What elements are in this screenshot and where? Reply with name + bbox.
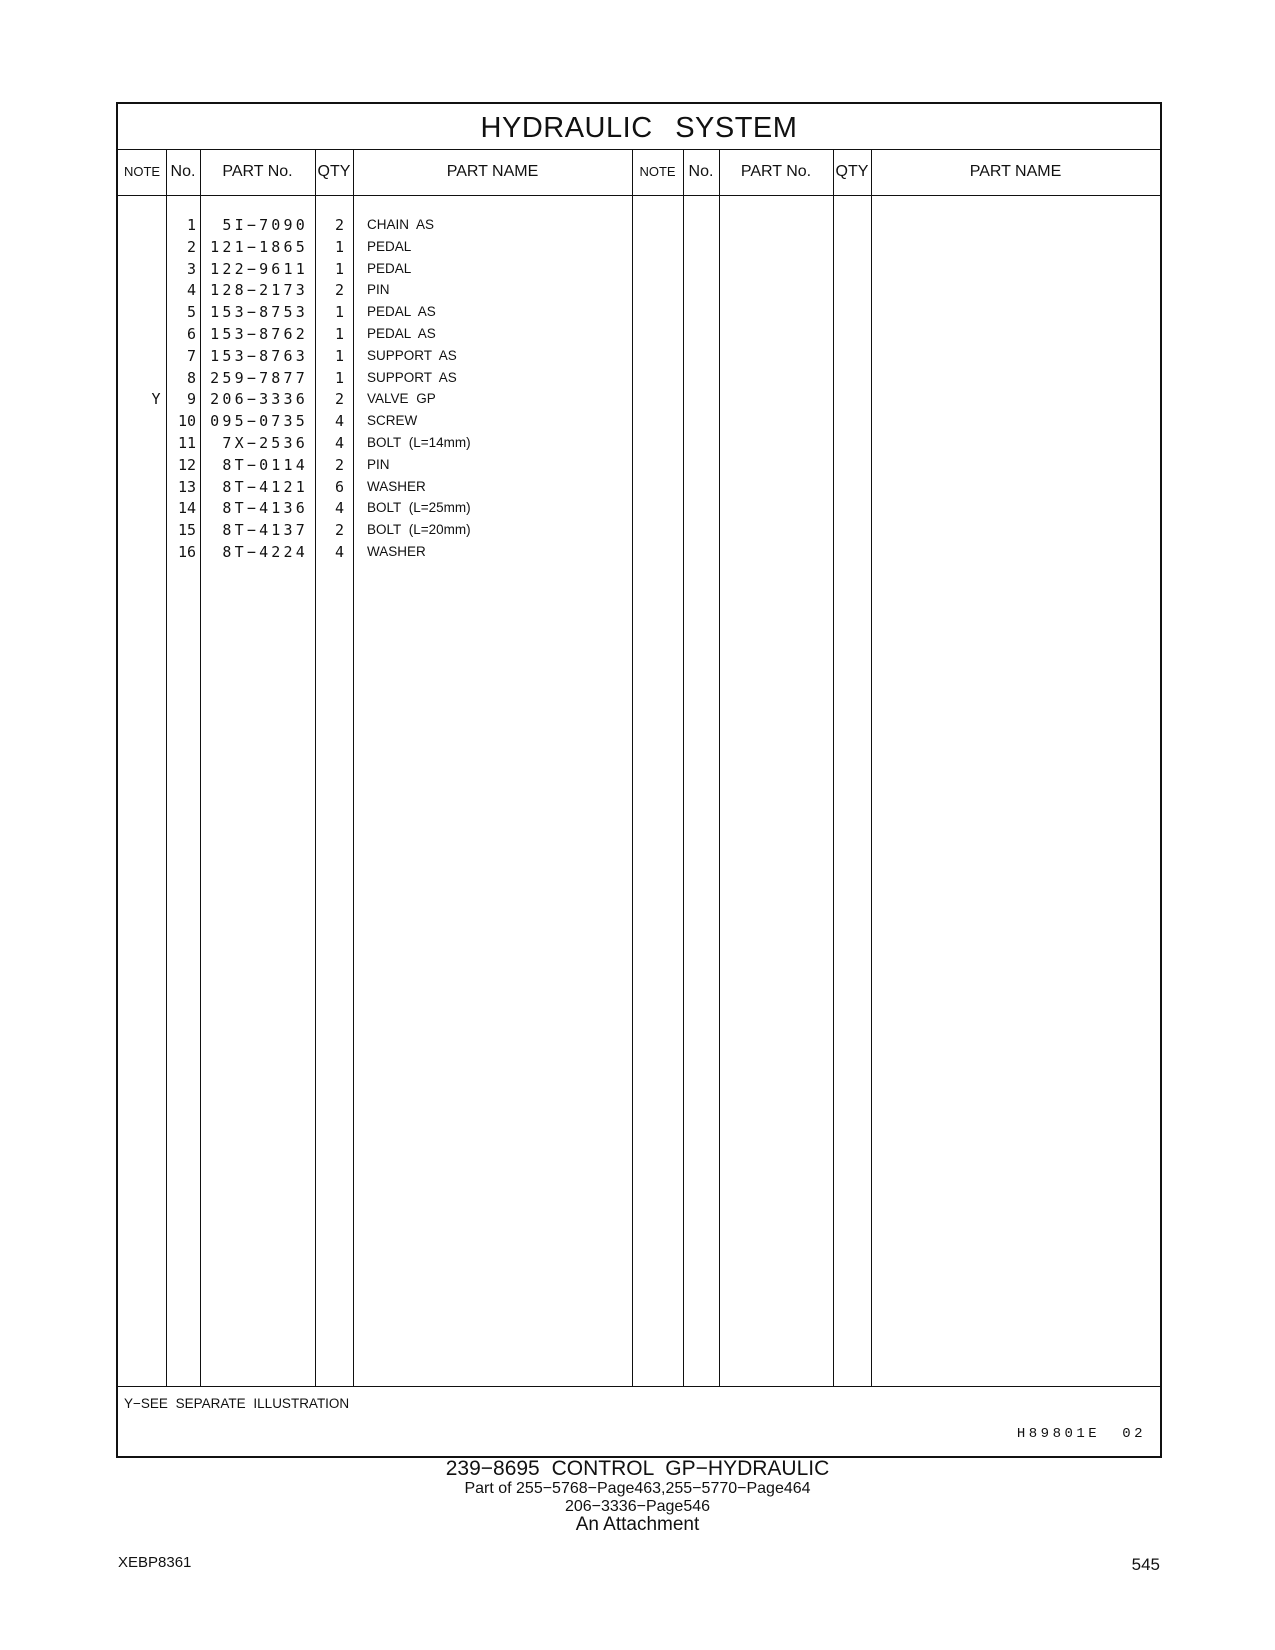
caption-group-title: 239−8695 CONTROL GP−HYDRAULIC (445, 1457, 830, 1480)
row-part-number: 122−9611 (210, 259, 308, 278)
row-qty: 1 (334, 237, 344, 256)
row-qty: 4 (334, 543, 344, 561)
row-part-number: 095−0735 (210, 412, 308, 431)
header-note-right: NOTE (639, 164, 676, 179)
row-qty: 2 (334, 390, 344, 409)
row-qty: 1 (334, 368, 344, 387)
figure-caption (0, 1458, 1275, 1535)
header-part-no: PART No. (222, 163, 293, 180)
row-part-number: 7X−2536 (222, 434, 308, 452)
header-qty: QTY (317, 163, 351, 180)
row-part-number: 206−3336 (210, 390, 308, 409)
header-qty-right: QTY (835, 163, 869, 180)
row-part-number: 153−8762 (210, 325, 308, 343)
row-part-number: 153−8763 (210, 346, 308, 365)
row-part-number: 121−1865 (210, 237, 308, 256)
row-part-name: PIN (367, 282, 390, 298)
table-row (118, 432, 1160, 454)
row-part-number: 153−8753 (210, 303, 308, 322)
row-part-number: 128−2173 (210, 281, 308, 300)
parts-list-frame (116, 102, 1162, 1458)
page-number: 545 (1131, 1555, 1160, 1574)
row-number: 16 (177, 543, 196, 561)
table-row (118, 410, 1160, 432)
row-number: 7 (186, 346, 196, 365)
row-number: 14 (177, 499, 196, 518)
table-row (118, 454, 1160, 476)
row-qty: 4 (334, 412, 344, 431)
row-part-name: PEDAL AS (367, 326, 436, 341)
footnote: Y−SEE SEPARATE ILLUSTRATION (124, 1396, 350, 1411)
caption-reference: 206−3336−Page546 (564, 1498, 711, 1515)
row-number: 5 (186, 303, 196, 322)
row-part-name: PEDAL (367, 260, 412, 276)
row-part-name: PIN (367, 456, 390, 472)
row-part-name: BOLT (L=14mm) (367, 435, 471, 450)
row-number: 8 (186, 368, 196, 387)
row-qty: 2 (334, 455, 344, 474)
header-no: No. (170, 163, 196, 180)
table-row (118, 388, 1160, 410)
row-part-name: SCREW (367, 413, 418, 429)
row-part-name: PEDAL (367, 238, 412, 254)
table-row (118, 519, 1160, 541)
row-part-number: 8T−4224 (222, 543, 308, 561)
row-note: Y (151, 390, 161, 409)
caption-attachment: An Attachment (575, 1514, 700, 1535)
header-part-no-right: PART No. (740, 163, 812, 180)
row-qty: 4 (334, 434, 344, 452)
table-row (118, 279, 1160, 301)
header-no-right: No. (688, 163, 714, 180)
header-part-name: PART NAME (446, 163, 539, 180)
row-number: 1 (186, 216, 196, 234)
section-title: HYDRAULIC SYSTEM (118, 104, 1160, 150)
row-part-number: 8T−4137 (222, 521, 308, 540)
row-part-name: VALVE GP (367, 391, 436, 407)
row-part-name: BOLT (L=20mm) (367, 522, 471, 538)
row-number: 15 (177, 521, 196, 540)
row-number: 6 (186, 325, 196, 343)
row-part-name: SUPPORT AS (367, 369, 457, 385)
table-row (118, 214, 1160, 236)
row-qty: 1 (334, 325, 344, 343)
row-part-name: BOLT (L=25mm) (367, 500, 471, 516)
table-row (118, 323, 1160, 345)
row-part-number: 8T−0114 (222, 455, 308, 474)
row-part-number: 259−7877 (210, 368, 308, 387)
row-number: 13 (177, 477, 196, 496)
row-qty: 2 (334, 521, 344, 540)
row-part-name: SUPPORT AS (367, 347, 457, 363)
row-part-name: WASHER (367, 478, 426, 494)
row-qty: 2 (334, 216, 344, 234)
table-row (118, 541, 1160, 563)
row-part-name: PEDAL AS (367, 304, 436, 320)
row-number: 10 (177, 412, 196, 431)
row-number: 3 (186, 259, 196, 278)
table-row (118, 367, 1160, 389)
table-row (118, 476, 1160, 498)
table-header (118, 150, 1160, 196)
table-row (118, 301, 1160, 323)
row-number: 12 (177, 455, 196, 474)
row-qty: 1 (334, 259, 344, 278)
row-part-name: CHAIN AS (367, 217, 435, 232)
footer-divider (118, 1386, 1160, 1387)
row-number: 2 (186, 237, 196, 256)
row-part-number: 5I−7090 (222, 216, 308, 234)
row-qty: 6 (334, 477, 344, 496)
row-part-number: 8T−4121 (222, 477, 308, 496)
row-part-name: WASHER (367, 544, 426, 559)
row-qty: 2 (334, 281, 344, 300)
illustration-code (1017, 1426, 1146, 1442)
row-qty: 1 (334, 303, 344, 322)
header-note: NOTE (123, 164, 161, 179)
table-row (118, 258, 1160, 280)
document-id: XEBP8361 (118, 1554, 192, 1571)
row-qty: 4 (334, 499, 344, 518)
table-row (118, 497, 1160, 519)
table-row (118, 236, 1160, 258)
header-part-name-right: PART NAME (969, 163, 1062, 180)
row-number: 11 (177, 434, 196, 452)
caption-part-of: Part of 255−5768−Page463,255−5770−Page464 (464, 1480, 811, 1497)
table-row (118, 345, 1160, 367)
row-qty: 1 (334, 346, 344, 365)
row-part-number: 8T−4136 (222, 499, 308, 518)
row-number: 9 (186, 390, 196, 409)
row-number: 4 (186, 281, 196, 300)
illustration-code-id: H89801E (1016, 1426, 1101, 1442)
illustration-code-rev: 02 (1122, 1426, 1146, 1442)
